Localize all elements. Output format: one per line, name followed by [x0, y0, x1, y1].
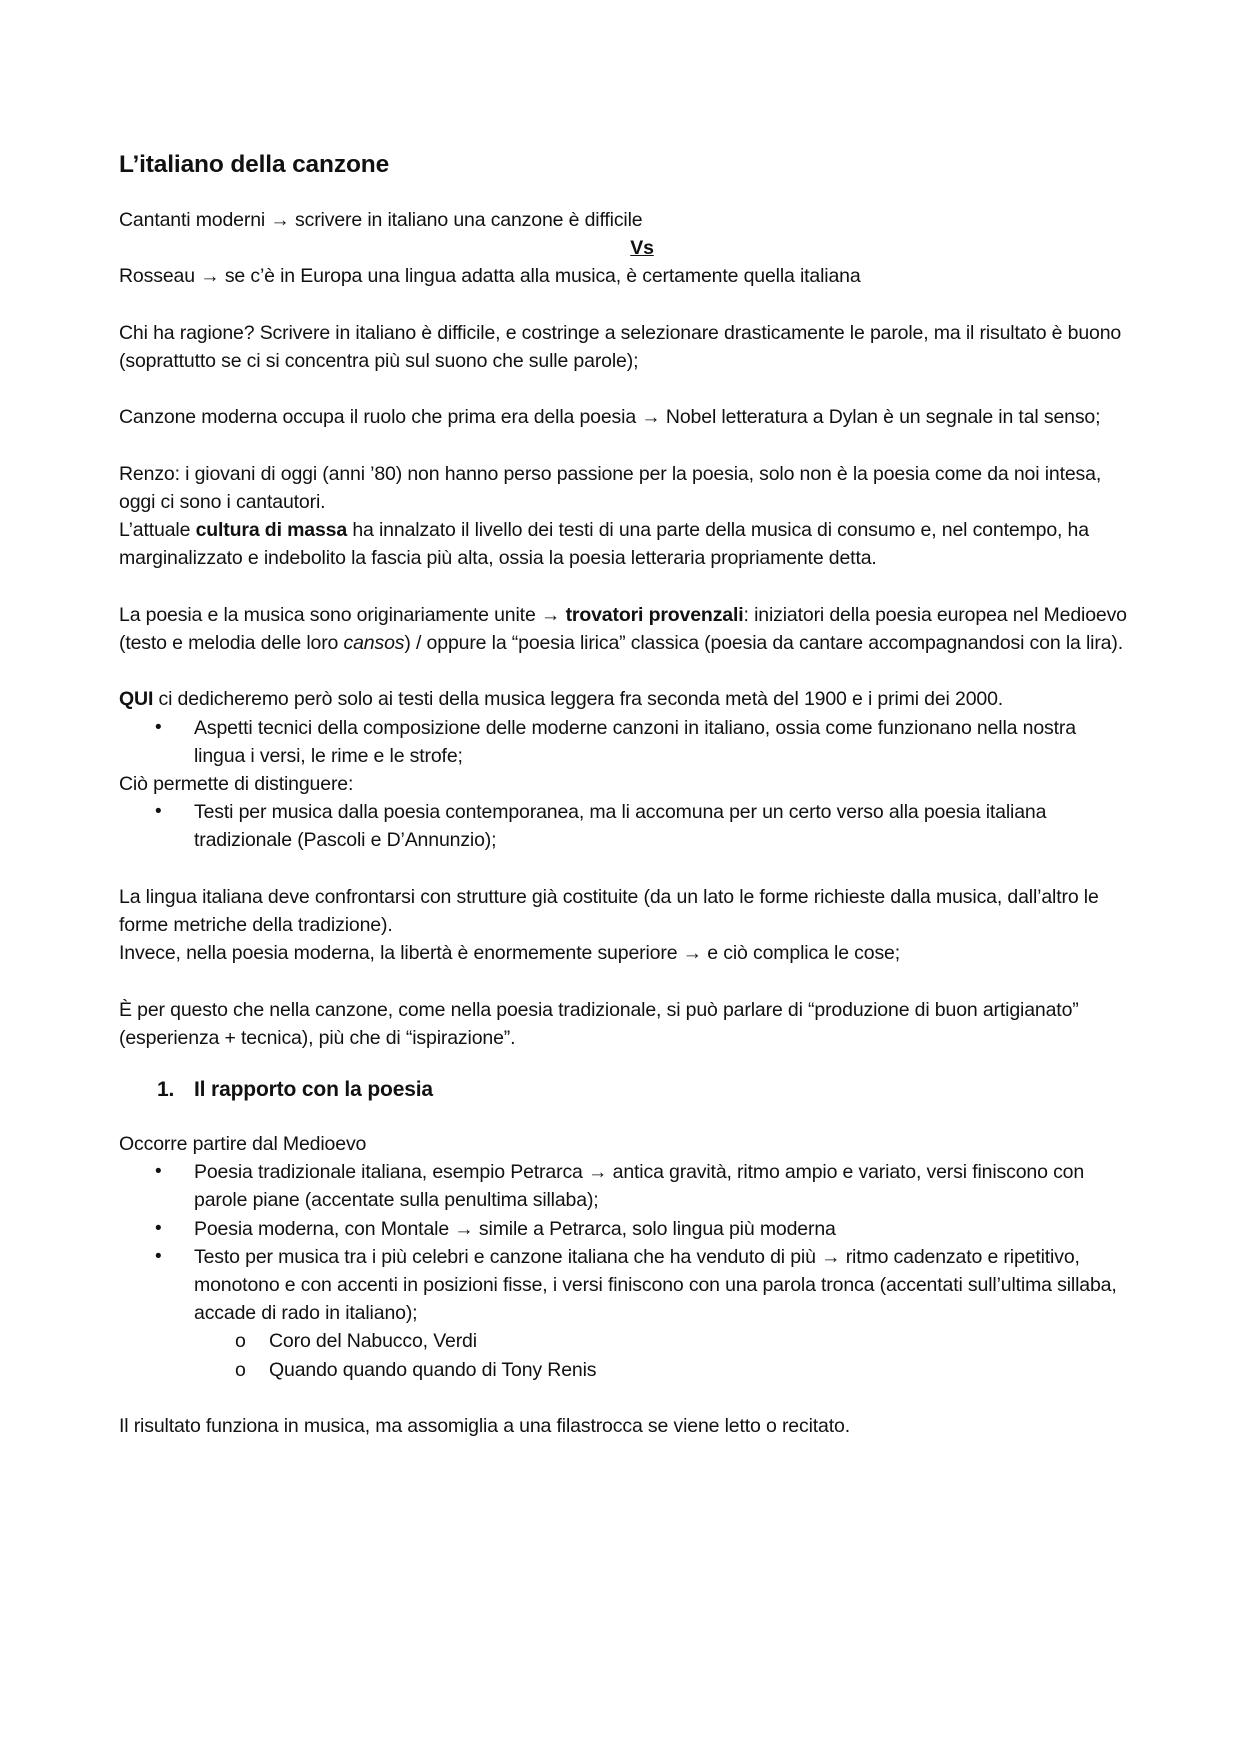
spacer	[119, 855, 1129, 883]
spacer	[119, 573, 1129, 601]
section-heading	[119, 1076, 1129, 1104]
text: Poesia tradizionale italiana, esempio Petrarca	[194, 1161, 589, 1184]
arrow-icon: →	[821, 1245, 841, 1268]
text: ritmo cadenzato e ripetitivo, monotono e con accenti in posizioni fisse, i versi finiscono con una parola tronca (accentati sull’ultima sillaba, accade di rado in italiano);	[194, 1245, 1117, 1325]
list-item	[119, 798, 1129, 854]
text: Nobel letteratura a Dylan è un segnale in tal senso;	[660, 406, 1101, 429]
bullet-list-qui	[119, 714, 1129, 770]
text: Invece, nella poesia moderna, la libertà è enormemente superiore	[119, 942, 683, 965]
list-item	[119, 1243, 1129, 1384]
bullet-icon: •	[155, 1245, 162, 1267]
text: se c’è in Europa una lingua adatta alla musica, è certamente quella italiana	[219, 265, 861, 288]
text: Rosseau	[119, 265, 201, 288]
paragraph-invece	[119, 939, 1129, 967]
arrow-icon: →	[270, 209, 290, 231]
paragraph-artigianato: È per questo che nella canzone, come nella poesia tradizionale, si può parlare di “produzione di buon artigianato” (esperienza + tecnica), più che di “ispirazione”.	[119, 998, 1079, 1049]
arrow-icon: →	[641, 406, 661, 429]
intro-line-rosseau	[119, 262, 1129, 290]
bold-term: trovatori provenzali	[565, 603, 744, 626]
text: scrivere in italiano una canzone è difficile	[289, 209, 643, 231]
section-conclusion: Il risultato funziona in musica, ma assomiglia a una filastrocca se viene letto o recitato.	[119, 1415, 850, 1437]
spacer	[119, 375, 1129, 403]
text: Testi per musica dalla poesia contemporanea, ma li accomuna per un certo verso alla poesia italiana tradizionale (Pascoli e D’Annunzio);	[194, 801, 1047, 852]
spacer	[119, 432, 1129, 460]
italic-term: cansos	[343, 631, 405, 654]
document-body	[119, 150, 1129, 1440]
section-intro: Occorre partire dal Medioevo	[119, 1132, 367, 1155]
list-item	[119, 1158, 1129, 1214]
text: ci dedicheremo però solo ai testi della musica leggera fra seconda metà del 1900 e i primi dei 2000.	[153, 688, 1004, 711]
text: ) / oppure la “poesia lirica” classica (poesia da cantare accompagnandosi con la lira).	[404, 631, 1123, 654]
circle-bullet-icon: o	[235, 1330, 246, 1353]
versus-label: Vs	[630, 237, 654, 260]
arrow-icon: →	[200, 265, 220, 288]
text: : iniziatori della poesia europea nel Medioevo (testo e melodia delle loro	[119, 603, 1127, 654]
section-number: 1.	[157, 1077, 175, 1101]
text: Coro del Nabucco, Verdi	[269, 1330, 477, 1353]
spacer	[119, 967, 1129, 995]
text: Quando quando quando di Tony Renis	[269, 1358, 597, 1381]
text: simile a Petrarca, solo lingua più moderna	[473, 1217, 836, 1240]
text: Testo per musica tra i più celebri e canzone italiana che ha venduto di più	[194, 1245, 822, 1268]
bullet-list-distinguere	[119, 798, 1129, 854]
text: Cantanti moderni	[119, 209, 271, 231]
bullet-icon: •	[155, 1161, 162, 1183]
sub-list-item	[119, 1356, 1129, 1384]
paragraph-qui	[119, 685, 1129, 713]
arrow-icon: →	[454, 1217, 474, 1240]
bold-term: cultura di massa	[195, 519, 348, 542]
text: e ciò complica le cose;	[702, 942, 901, 965]
list-item	[119, 714, 1129, 770]
text: ha innalzato il livello dei testi di una parte della musica di consumo e, nel contempo, ha marginalizzato e indebolito la fascia più alta, ossia la poesia letteraria propriamente detta.	[119, 519, 1089, 570]
text: Canzone moderna occupa il ruolo che prima era della poesia	[119, 406, 642, 429]
text: L’attuale	[119, 519, 196, 542]
bullet-icon: •	[155, 716, 162, 738]
bullet-icon: •	[155, 1217, 162, 1239]
text: Poesia moderna, con Montale	[194, 1217, 455, 1240]
text: Aspetti tecnici della composizione delle moderne canzoni in italiano, ossia come funzionano nella nostra lingua i versi, le rime e le strofe;	[194, 716, 1076, 767]
sub-bullet-list	[119, 1327, 1129, 1383]
bold-term: QUI	[119, 688, 154, 711]
bullet-list-section1	[119, 1158, 1129, 1384]
paragraph-distinguere: Ciò permette di distinguere:	[119, 772, 354, 795]
spacer	[119, 657, 1129, 685]
arrow-icon: →	[682, 942, 703, 965]
arrow-icon: →	[540, 603, 561, 626]
section-title: Il rapporto con la poesia	[194, 1077, 433, 1101]
paragraph-canzone-moderna	[119, 403, 1129, 431]
paragraph-renzo: Renzo: i giovani di oggi (anni ’80) non hanno perso passione per la poesia, solo non è la poesia come da noi intesa, oggi ci sono i cantautori.	[119, 462, 1102, 513]
bullet-icon: •	[155, 801, 162, 823]
circle-bullet-icon: o	[235, 1358, 246, 1381]
list-item	[119, 1215, 1129, 1243]
text: La poesia e la musica sono originariamente unite	[119, 603, 541, 626]
spacer	[119, 1384, 1129, 1412]
intro-line-singers	[119, 206, 1129, 234]
spacer	[119, 291, 1129, 319]
page-title: L’italiano della canzone	[119, 151, 390, 178]
sub-list-item	[119, 1327, 1129, 1355]
paragraph-cultura-di-massa	[119, 516, 1129, 572]
paragraph-ragione: Chi ha ragione? Scrivere in italiano è difficile, e costringe a selezionare drasticamente le parole, ma il risultato è buono (soprattutto se ci si concentra più sul suono che sulle parole);	[119, 321, 1122, 372]
paragraph-lingua: La lingua italiana deve confrontarsi con strutture già costituite (da un lato le forme richieste dalla musica, dall’altro le forme metriche della tradizione).	[119, 885, 1099, 936]
text: antica gravità, ritmo ampio e variato, versi finiscono con parole piane (accentate sulla penultima sillaba);	[194, 1161, 1085, 1212]
arrow-icon: →	[588, 1161, 608, 1184]
paragraph-trovatori	[119, 601, 1129, 657]
